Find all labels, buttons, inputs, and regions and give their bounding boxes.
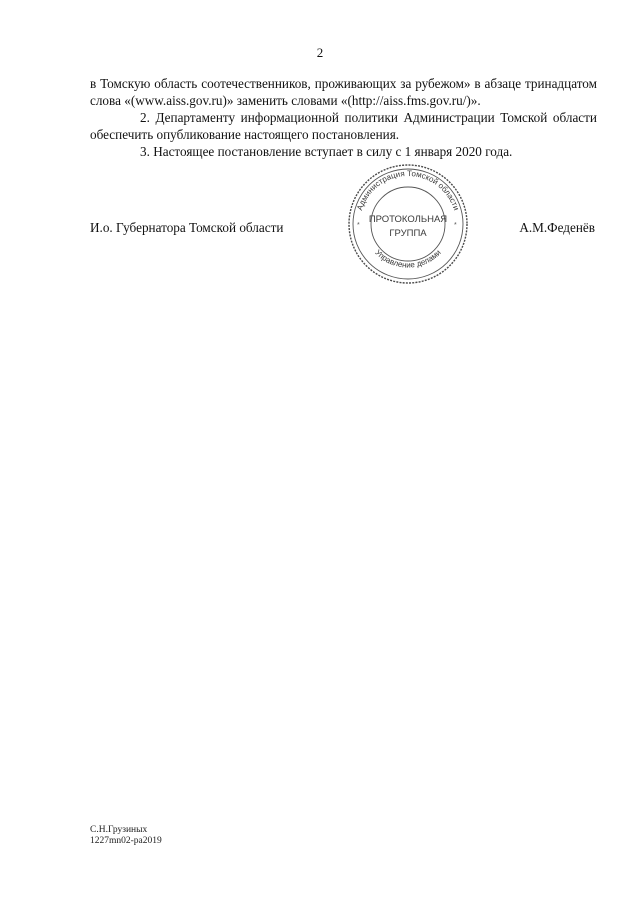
- paragraph-3: 3. Настоящее постановление вступает в силу с 1 января 2020 года.: [140, 144, 513, 159]
- paragraph-2: 2. Департаменту информационной политики Администрации Томской области обеспечить опубликование настоящего постановления.: [90, 110, 597, 142]
- stamp-outer-top-text: Администрация Томской области: [355, 168, 461, 212]
- stamp-inner-line2: ГРУППА: [389, 228, 427, 239]
- page-number: 2: [316, 45, 324, 60]
- document-code: 1227mn02-pa2019: [90, 836, 162, 846]
- document-footer: [90, 825, 162, 847]
- stamp-star-left-icon: *: [357, 222, 360, 229]
- stamp-outer-bottom-text: Управление делами: [373, 247, 443, 270]
- document-body: [90, 75, 597, 160]
- executor-name: С.Н.Грузиных: [90, 825, 148, 835]
- paragraph-continuation: в Томскую область соотечественников, проживающих за рубежом» в абзаце тринадцатом слова «(www.aiss.gov.ru)» заменить словами «(http://aiss.fms.gov.ru/)».: [90, 76, 597, 108]
- signatory-name: А.М.Феденёв: [519, 220, 595, 235]
- stamp-star-right-icon: *: [454, 222, 457, 229]
- official-stamp: [346, 162, 470, 286]
- stamp-inner-line1: ПРОТОКОЛЬНАЯ: [368, 214, 448, 225]
- signatory-title: И.о. Губернатора Томской области: [90, 220, 284, 235]
